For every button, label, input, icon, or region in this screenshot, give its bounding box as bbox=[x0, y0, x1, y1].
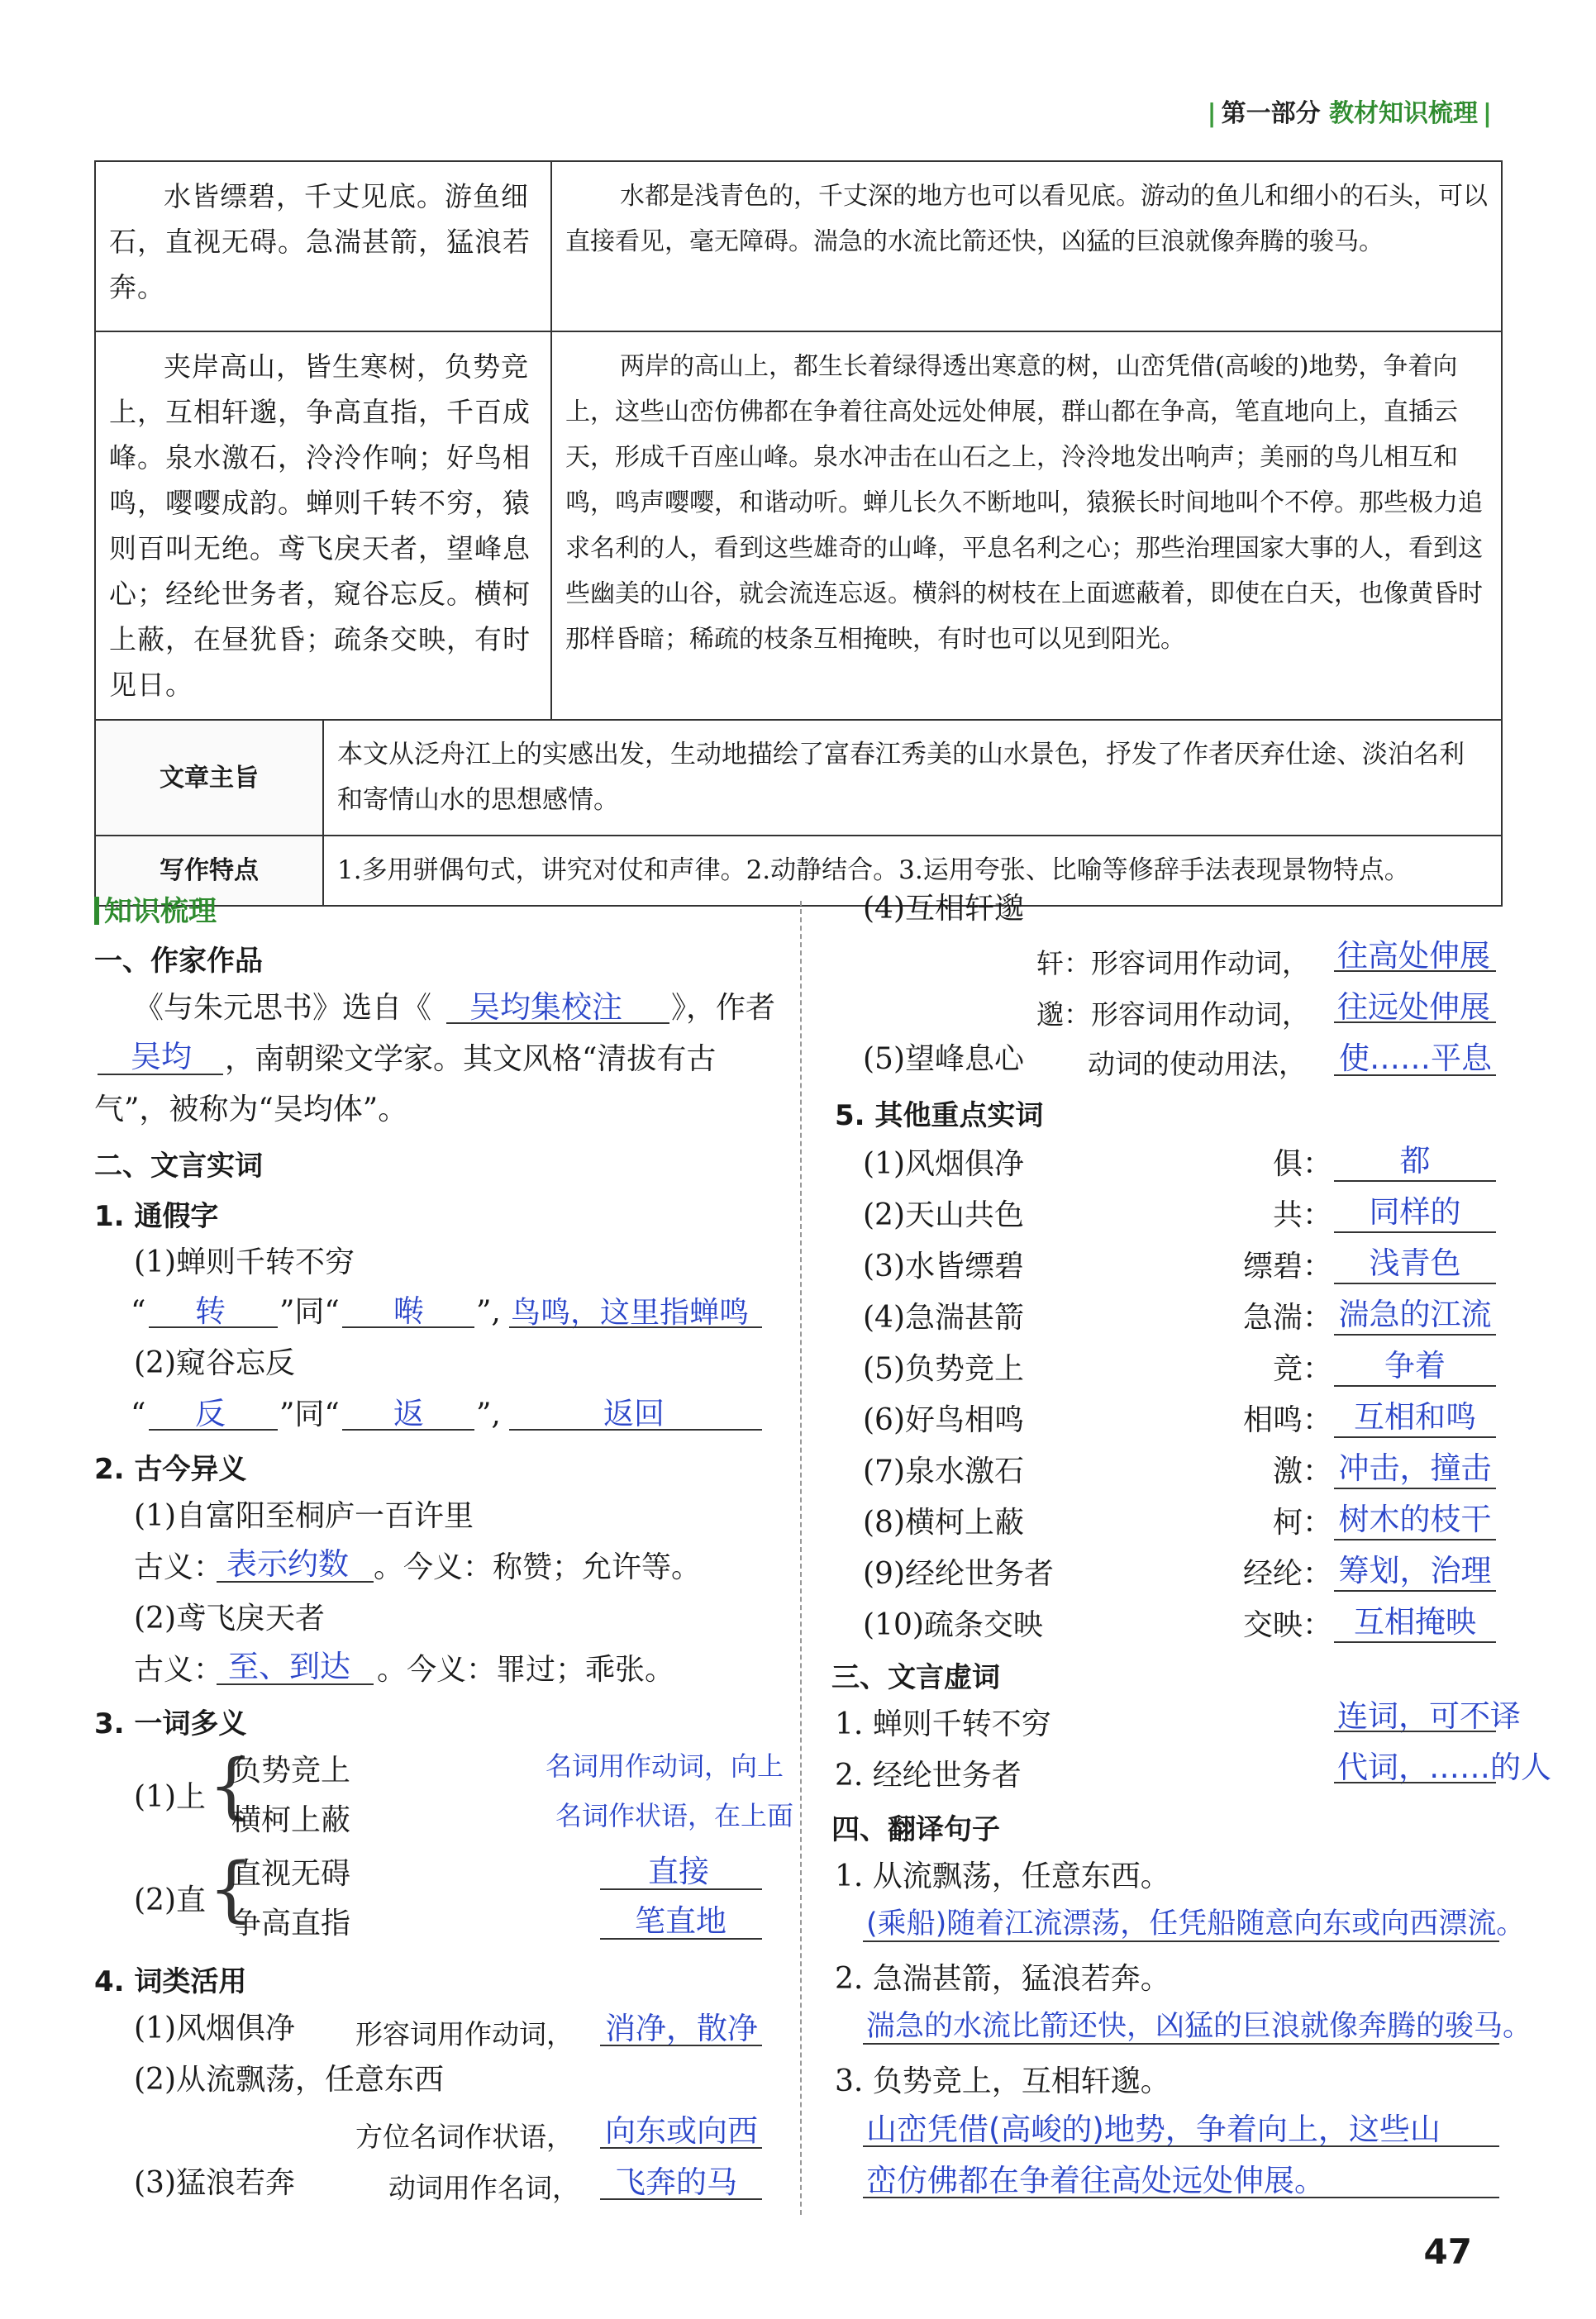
s2-t1: 1. 通假字 bbox=[94, 1200, 219, 1233]
answer: 笔直地 bbox=[635, 1903, 727, 1939]
blank-line bbox=[1334, 1488, 1496, 1489]
blank-line bbox=[1334, 1731, 1496, 1732]
label: 古义： bbox=[134, 1550, 224, 1584]
blank-line bbox=[600, 1938, 762, 1940]
word-phrase: (3)水皆缥碧 bbox=[863, 1250, 1024, 1283]
feature-text: 1.多用骈偶句式，讲究对仗和声律。2.动静结合。3.运用夸张、比喻等修辞手法表现景物特点。 bbox=[323, 836, 1502, 906]
word-answer: 浅青色 bbox=[1369, 1245, 1461, 1281]
page-header: | 第一部分 教材知识梳理 | bbox=[1207, 99, 1492, 128]
blank-line bbox=[446, 1022, 669, 1024]
word-phrase: (1)风烟俱净 bbox=[863, 1147, 1024, 1181]
word-phrase: (4)急湍甚箭 bbox=[863, 1301, 1024, 1335]
answer: 啭 bbox=[393, 1293, 424, 1329]
item: (2)从流飘荡，任意东西 bbox=[134, 2063, 444, 2097]
original-text-cell: 水皆缥碧，千丈见底。游鱼细石，直视无碍。急湍甚箭，猛浪若奔。 bbox=[95, 161, 551, 331]
s1-line2b: ，南朝梁文学家。其文风格“清拔有古 bbox=[225, 1042, 717, 1076]
answer: 向东或向西 bbox=[605, 2113, 758, 2149]
answer: 表示约数 bbox=[226, 1546, 349, 1582]
s1-line3: 气”，被称为“吴均体”。 bbox=[94, 1093, 408, 1126]
item: 争高直指 bbox=[231, 1907, 351, 1940]
answer: 至、到达 bbox=[228, 1649, 350, 1684]
item: (3)猛浪若奔 bbox=[134, 2166, 295, 2200]
blank-line bbox=[1334, 1436, 1496, 1438]
translation-cell: 两岸的高山上，都生长着绿得透出寒意的树，山峦凭借(高峻的)地势，争着向上，这些山峦仿佛都在争着往高处远处伸展，群山都在争高，笔直地向上，直插云天，形成千百座山峰。泉水冲击在山石之上，泠泠地发出响声；美丽的鸟儿相互和鸣，鸣声嘤嘤，和谐动听。蝉儿长久不断地叫，猿猴长时间地叫个不停。那些极力追求名利的人，看到这些雄奇的山峰，平息名利之心；那些治理国家大事的人，看到这些幽美的山谷，就会流连忘返。横斜的树枝在上面遮蔽着，即使在白天，也像黄昏时那样昏暗；稀疏的枝条互相掩映，有时也可以见到阳光。 bbox=[551, 331, 1502, 720]
word-phrase: (5)负势竞上 bbox=[863, 1352, 1024, 1386]
word-answer: 互相和鸣 bbox=[1354, 1399, 1476, 1435]
quote: ”, bbox=[476, 1398, 501, 1431]
blank-line bbox=[1334, 1283, 1496, 1284]
item: (1)自富阳至桐庐一百许里 bbox=[134, 1499, 474, 1533]
blank-line bbox=[1334, 1231, 1496, 1233]
item: 横柯上蔽 bbox=[231, 1803, 351, 1837]
s4-title: 四、翻译句子 bbox=[831, 1813, 1000, 1846]
blank-line bbox=[1334, 970, 1496, 972]
answer: 峦仿佛都在争着往高处远处伸展。 bbox=[866, 2163, 1325, 2198]
word-phrase: (2)天山共色 bbox=[863, 1198, 1024, 1232]
blank-line bbox=[1334, 1641, 1496, 1643]
s1-title: 一、作家作品 bbox=[94, 945, 263, 978]
same-text: ”同“ bbox=[279, 1295, 340, 1329]
blank-line bbox=[1334, 1590, 1496, 1592]
answer: 吴均 bbox=[131, 1039, 192, 1074]
page-number: 47 bbox=[1423, 2231, 1472, 2272]
word-key: 缥碧： bbox=[1242, 1250, 1332, 1283]
answer: 鸟鸣，这里指蝉鸣 bbox=[511, 1296, 750, 1330]
word-key: 竞： bbox=[1272, 1352, 1332, 1386]
section-heading: 知识梳理 bbox=[94, 888, 217, 929]
s2-t2: 2. 古今异义 bbox=[94, 1453, 247, 1486]
blank-line bbox=[342, 1429, 474, 1431]
answer: 往远处伸展 bbox=[1337, 989, 1490, 1025]
blank-line bbox=[149, 1326, 278, 1328]
blank-line bbox=[217, 1581, 374, 1583]
s2-t4: 4. 词类活用 bbox=[94, 1965, 247, 1998]
word-answer: 都 bbox=[1399, 1143, 1431, 1179]
text: 。今义：称赞；允许等。 bbox=[374, 1550, 702, 1584]
sentence: 2. 急湍甚箭，猛浪若奔。 bbox=[835, 1962, 1170, 1996]
blank-line bbox=[509, 1326, 762, 1328]
column-divider bbox=[800, 901, 802, 2215]
answer: 吴均集校注 bbox=[469, 989, 622, 1025]
translation-table bbox=[94, 160, 1503, 907]
s2-title: 二、文言实词 bbox=[94, 1150, 263, 1183]
answer: 名词用作动词，向上 bbox=[545, 1750, 784, 1782]
blank-line bbox=[600, 1888, 762, 1890]
brace-icon: { bbox=[208, 1745, 254, 1827]
answer: 转 bbox=[195, 1293, 226, 1329]
blank-line bbox=[149, 1429, 278, 1431]
blank-line bbox=[1334, 1385, 1496, 1387]
answer: 往高处伸展 bbox=[1337, 938, 1490, 974]
word-answer: 筹划，治理 bbox=[1338, 1553, 1492, 1588]
type: 形容词用作动词， bbox=[355, 2018, 574, 2050]
blank-line bbox=[1334, 1334, 1496, 1336]
answer: 直接 bbox=[648, 1854, 709, 1889]
word-key: 经纶： bbox=[1242, 1557, 1332, 1591]
blank-line bbox=[863, 2043, 1499, 2045]
word-phrase: (7)泉水激石 bbox=[863, 1455, 1024, 1488]
word-phrase: (10)疏条交映 bbox=[863, 1608, 1043, 1642]
s3-title: 三、文言虚词 bbox=[831, 1661, 1000, 1694]
header-part: 第一部分 bbox=[1221, 99, 1321, 128]
word-answer: 同样的 bbox=[1369, 1194, 1461, 1230]
word: (2)直 bbox=[134, 1883, 206, 1917]
item: (2)窥谷忘反 bbox=[134, 1346, 295, 1380]
blank-line bbox=[217, 1683, 374, 1685]
item: (1)风烟俱净 bbox=[134, 2012, 295, 2045]
brace-icon: { bbox=[208, 1848, 254, 1931]
blank-line bbox=[1334, 1180, 1496, 1182]
word-key: 相鸣： bbox=[1242, 1403, 1332, 1437]
quote: ”, bbox=[476, 1295, 501, 1329]
quote: “ bbox=[131, 1398, 146, 1431]
blank-line bbox=[600, 2198, 762, 2200]
word-key: 急湍： bbox=[1242, 1301, 1332, 1335]
blank-line bbox=[1334, 1782, 1496, 1783]
word-answer: 互相掩映 bbox=[1354, 1604, 1476, 1640]
sentence: 1. 从流飘荡，任意东西。 bbox=[835, 1859, 1170, 1893]
translation-cell: 水都是浅青色的，千丈深的地方也可以看见底。游动的鱼儿和细小的石头，可以直接看见，毫无障碍。湍急的水流比箭还快，凶猛的巨浪就像奔腾的骏马。 bbox=[551, 161, 1502, 331]
type: 轩：形容词用作动词， bbox=[1036, 947, 1309, 979]
text: 。今义：罪过；乖张。 bbox=[377, 1653, 675, 1687]
same-text: ”同“ bbox=[279, 1398, 340, 1431]
answer: (乘船)随着江流漂荡，任凭船随意向东或向西漂流。 bbox=[866, 1907, 1526, 1940]
item: (4)互相轩邈 bbox=[863, 892, 1024, 926]
word-answer: 冲击，撞击 bbox=[1338, 1450, 1492, 1486]
word-key: 交映： bbox=[1242, 1608, 1332, 1642]
sentence: 3. 负势竞上，互相轩邈。 bbox=[835, 2064, 1170, 2098]
answer: 代词，……的人 bbox=[1337, 1750, 1551, 1785]
blank-line bbox=[342, 1326, 474, 1328]
s2-t3: 3. 一词多义 bbox=[94, 1707, 247, 1740]
answer: 返回 bbox=[603, 1396, 665, 1431]
item: 负势竞上 bbox=[231, 1754, 351, 1788]
theme-label: 文章主旨 bbox=[95, 720, 323, 836]
answer: 连词，可不译 bbox=[1337, 1698, 1521, 1734]
item: (1)蝉则千转不穷 bbox=[134, 1245, 355, 1279]
s5-title: 5. 其他重点实词 bbox=[835, 1099, 1044, 1132]
table-row bbox=[95, 331, 1502, 720]
item: 1. 蝉则千转不穷 bbox=[835, 1707, 1051, 1741]
theme-text: 本文从泛舟江上的实感出发，生动地描绘了富春江秀美的山水景色，抒发了作者厌弃仕途、淡泊名利和寄情山水的思想感情。 bbox=[323, 720, 1502, 836]
s1-line1a: 《与朱元思书》选自《 bbox=[134, 991, 432, 1025]
answer: 消净，散净 bbox=[605, 2011, 758, 2046]
word-answer: 湍急的江流 bbox=[1338, 1297, 1492, 1332]
item: 直视无碍 bbox=[231, 1857, 351, 1891]
type: 方位名词作状语， bbox=[355, 2121, 574, 2153]
blank-line bbox=[1334, 1539, 1496, 1540]
blank-line bbox=[863, 2197, 1499, 2198]
word-key: 共： bbox=[1272, 1198, 1332, 1232]
word-answer: 树木的枝干 bbox=[1338, 1502, 1492, 1537]
word-phrase: (8)横柯上蔽 bbox=[863, 1506, 1024, 1540]
header-title: 教材知识梳理 bbox=[1329, 99, 1479, 128]
blank-line bbox=[600, 2045, 762, 2046]
blank-line bbox=[863, 1940, 1499, 1942]
type: 邈：形容词用作动词， bbox=[1036, 998, 1309, 1031]
blank-line bbox=[863, 2145, 1499, 2147]
s1-line1b: 》，作者 bbox=[671, 991, 776, 1025]
answer: 飞奔的马 bbox=[615, 2164, 737, 2200]
answer: 反 bbox=[195, 1396, 226, 1431]
answer: 湍急的水流比箭还快，凶猛的巨浪就像奔腾的骏马。 bbox=[866, 2010, 1532, 2043]
word-answer: 争着 bbox=[1384, 1348, 1446, 1383]
blank-line bbox=[98, 1074, 223, 1075]
word-phrase: (6)好鸟相鸣 bbox=[863, 1403, 1024, 1437]
table-row bbox=[95, 836, 1502, 906]
answer: 返 bbox=[393, 1396, 424, 1431]
word: (1)上 bbox=[134, 1780, 206, 1814]
blank-line bbox=[1334, 1074, 1496, 1076]
table-row bbox=[95, 720, 1502, 836]
type: 动词的使动用法， bbox=[1088, 1048, 1306, 1080]
item: 2. 经纶世务者 bbox=[835, 1759, 1022, 1793]
word-key: 俱： bbox=[1272, 1147, 1332, 1181]
answer: 使……平息 bbox=[1339, 1040, 1492, 1076]
quote: “ bbox=[131, 1295, 146, 1329]
item: (2)鸢飞戾天者 bbox=[134, 1602, 325, 1636]
word-phrase: (9)经纶世务者 bbox=[863, 1557, 1054, 1591]
word-key: 激： bbox=[1272, 1455, 1332, 1488]
word-key: 柯： bbox=[1272, 1506, 1332, 1540]
type: 动词用作名词， bbox=[388, 2172, 579, 2204]
feature-label: 写作特点 bbox=[95, 836, 323, 906]
blank-line bbox=[509, 1429, 762, 1431]
answer: 名词作状语，在上面 bbox=[555, 1800, 794, 1831]
item: (5)望峰息心 bbox=[863, 1042, 1024, 1076]
blank-line bbox=[1334, 1021, 1496, 1023]
label: 古义： bbox=[134, 1653, 224, 1687]
table-row bbox=[95, 161, 1502, 331]
blank-line bbox=[600, 2147, 762, 2149]
original-text-cell: 夹岸高山，皆生寒树，负势竞上，互相轩邈，争高直指，千百成峰。泉水激石，泠泠作响；好鸟相鸣，嘤嘤成韵。蝉则千转不穷，猿则百叫无绝。鸢飞戾天者，望峰息心；经纶世务者，窥谷忘反。横柯上蔽，在昼犹昏；疏条交映，有时见日。 bbox=[95, 331, 551, 720]
answer: 山峦凭借(高峻的)地势，争着向上，这些山 bbox=[866, 2112, 1441, 2147]
